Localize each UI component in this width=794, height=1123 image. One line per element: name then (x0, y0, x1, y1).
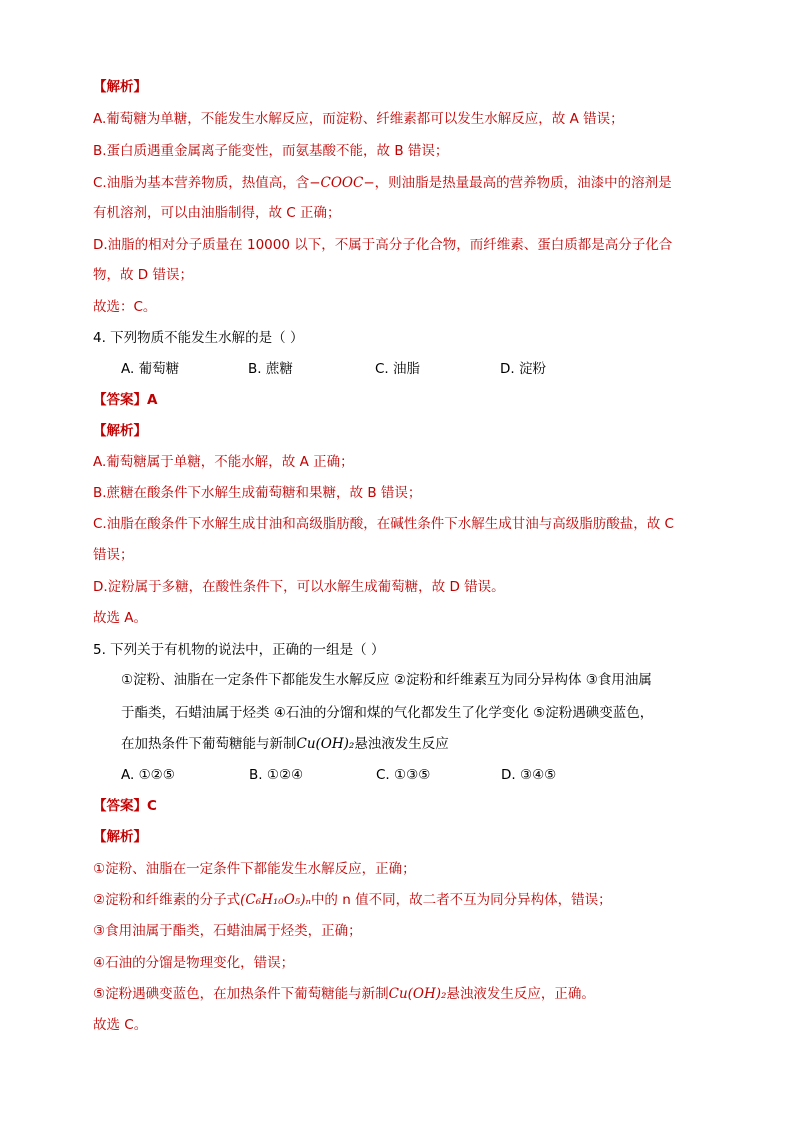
option-c: C. 油脂 (375, 361, 421, 377)
analysis-line: D.淀粉属于多糖，在酸性条件下，可以水解生成葡萄糖，故 D 错误。 (93, 579, 505, 595)
text-segment: 悬浊液发生反应 (354, 736, 449, 752)
analysis-line: ①淀粉、油脂在一定条件下都能发生水解反应，正确； (93, 861, 416, 877)
option-a: A. ①②⑤ (121, 767, 175, 783)
text-segment: C.油脂为基本营养物质，热值高，含 (93, 175, 310, 191)
analysis-heading: 【解析】 (93, 829, 147, 845)
text-segment: 在加热条件下葡萄糖能与新制 (121, 736, 297, 752)
option-b: B. ①②④ (249, 767, 304, 783)
options-row (121, 765, 601, 785)
text-segment: ②淀粉和纤维素的分子式 (93, 892, 241, 908)
formula: Cu(OH)₂ (388, 986, 447, 1002)
analysis-line: 有机溶剂，可以由油脂制得，故 C 正确； (93, 205, 341, 221)
option-d: D. ③④⑤ (501, 767, 557, 783)
analysis-line: B.蛋白质遇重金属离子能变性，而氨基酸不能，故 B 错误； (93, 143, 449, 159)
analysis-line: ④石油的分馏是物理变化，错误； (93, 955, 295, 971)
answer: 【答案】A (93, 392, 158, 408)
statement-line: 于酯类，石蜡油属于烃类 ④石油的分馏和煤的气化都发生了化学变化 ⑤淀粉遇碘变蓝色， (121, 705, 654, 721)
option-b: B. 蔗糖 (248, 361, 293, 377)
analysis-line: 物，故 D 错误； (93, 267, 193, 283)
conclusion: 故选：C。 (93, 299, 157, 315)
conclusion: 故选 C。 (93, 1017, 148, 1033)
formula: Cu(OH)₂ (296, 736, 355, 752)
statement-line: ①淀粉、油脂在一定条件下都能发生水解反应 ②淀粉和纤维素互为同分异构体 ③食用油属 (121, 672, 652, 688)
options-row (121, 359, 601, 379)
text-segment: ⑤淀粉遇碘变蓝色，在加热条件下葡萄糖能与新制 (93, 986, 389, 1002)
option-c: C. ①③⑤ (376, 767, 431, 783)
conclusion: 故选 A。 (93, 610, 148, 626)
option-d: D. 淀粉 (500, 361, 546, 377)
analysis-line: C.油脂在酸条件下水解生成甘油和高级脂肪酸，在碱性条件下水解生成甘油与高级脂肪酸盐，故 C (93, 516, 674, 532)
analysis-line: 错误； (93, 547, 134, 563)
analysis-line: D.油脂的相对分子质量在 10000 以下，不属于高分子化合物，而纤维素、蛋白质都是高分子化合 (93, 237, 673, 253)
question-stem: 4. 下列物质不能发生水解的是（ ） (93, 330, 304, 346)
analysis-line: B.蔗糖在酸条件下水解生成葡萄糖和果糖，故 B 错误； (93, 485, 422, 501)
text-segment: 悬浊液发生反应，正确。 (446, 986, 595, 1002)
analysis-line (93, 890, 612, 910)
analysis-line (93, 173, 672, 193)
analysis-heading: 【解析】 (93, 423, 147, 439)
formula: (C₆H₁₀O₅)ₙ (240, 892, 311, 908)
text-segment: 中的 n 值不同，故二者不互为同分异构体，错误； (310, 892, 612, 908)
option-a: A. 葡萄糖 (121, 361, 180, 377)
analysis-line: A.葡萄糖为单糖，不能发生水解反应，而淀粉、纤维素都可以发生水解反应，故 A 错误； (93, 111, 624, 127)
question-stem: 5. 下列关于有机物的说法中，正确的一组是（ ） (93, 642, 385, 658)
analysis-heading: 【解析】 (93, 79, 147, 95)
text-segment: ，则油脂是热量最高的营养物质，油漆中的溶剂是 (374, 175, 672, 191)
statement-line (121, 734, 449, 754)
analysis-line: ③食用油属于酯类，石蜡油属于烃类，正确； (93, 923, 362, 939)
formula: −COOC− (309, 175, 375, 191)
analysis-line: A.葡萄糖属于单糖，不能水解，故 A 正确； (93, 454, 354, 470)
analysis-line (93, 984, 595, 1004)
answer: 【答案】C (93, 798, 157, 814)
